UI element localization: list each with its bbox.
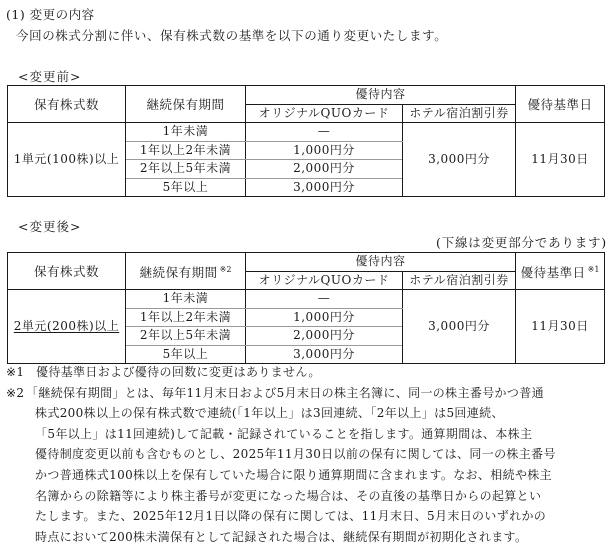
quo-cell: 3,000円分 — [246, 345, 403, 364]
table-header-row — [8, 86, 605, 105]
footnote-2-line: 時点において200株未満保有として記録された場合は、継続保有期間が初期化されます。 — [35, 529, 528, 544]
table-header-row — [8, 253, 605, 272]
header-period: 継続保有期間 — [126, 86, 246, 123]
record-date-value: 11月30日 — [516, 290, 605, 364]
header-shares: 保有株式数 — [8, 86, 126, 123]
header-shares: 保有株式数 — [8, 253, 126, 290]
header-quo: オリジナルQUOカード — [246, 271, 403, 290]
period-cell: 1年未満 — [126, 123, 246, 142]
footnote-1-mark: ※1 — [6, 365, 25, 379]
intro-text: 今回の株式分割に伴い、保有株式数の基準を以下の通り変更いたします。 — [16, 28, 448, 43]
footnote-2 — [6, 383, 611, 548]
header-quo: オリジナルQUOカード — [246, 104, 403, 123]
quo-cell: 2,000円分 — [246, 160, 403, 179]
underline-note: (下線は変更部分であります) — [436, 235, 607, 250]
hotel-value: 3,000円分 — [403, 123, 516, 197]
footnote-2-line: 優待制度変更以前も含むものとし、2025年11月30日以前の保有に関しては、同一の株主番号 — [35, 447, 556, 462]
header-benefit: 優待内容 — [246, 86, 516, 105]
period-cell: 2年以上5年未満 — [126, 327, 246, 346]
period-cell: 5年以上 — [126, 345, 246, 364]
section-title: (1) 変更の内容 — [6, 7, 95, 22]
quo-cell: 1,000円分 — [246, 308, 403, 327]
footnote-1-line: 優待基準日および優待の回数に変更はありません。 — [36, 365, 321, 379]
period-cell: 5年以上 — [126, 178, 246, 197]
footnote-2-line: たします。また、2025年12月1日以降の保有に関しては、11月末日、5月末日のいずれかの — [35, 509, 547, 524]
header-period-label: 継続保有期間 — [139, 265, 218, 280]
header-record-date: 優待基準日 — [516, 86, 605, 123]
footnote-2-line: かつ普通株式100株以上を保有していた場合に限り通算期間に含まれます。なお、相続や株主 — [35, 467, 552, 482]
footnotes — [6, 362, 611, 547]
before-label: <変更前> — [18, 69, 82, 84]
footnote-mark-2: ※2 — [219, 265, 232, 274]
footnote-2-line: 名簿からの除籍等により株主番号が変更になった場合は、その直後の基準日からの起算とい — [35, 488, 542, 503]
header-record-date-label: 優待基準日 — [520, 265, 586, 280]
after-label: <変更後> — [18, 219, 82, 234]
quo-cell: — — [246, 290, 403, 309]
shares-value: 1単元(100株)以上 — [8, 123, 126, 197]
footnote-mark-1: ※1 — [587, 265, 600, 274]
table-row — [8, 290, 605, 309]
period-cell: 1年未満 — [126, 290, 246, 309]
quo-cell: 1,000円分 — [246, 141, 403, 160]
period-cell: 2年以上5年未満 — [126, 160, 246, 179]
hotel-value: 3,000円分 — [403, 290, 516, 364]
header-period — [126, 253, 246, 290]
quo-cell: — — [246, 123, 403, 142]
footnote-1 — [6, 362, 611, 383]
header-hotel: ホテル宿泊割引券 — [403, 271, 516, 290]
header-hotel: ホテル宿泊割引券 — [403, 104, 516, 123]
header-record-date — [516, 253, 605, 290]
header-benefit: 優待内容 — [246, 253, 516, 272]
quo-cell: 2,000円分 — [246, 327, 403, 346]
period-cell: 1年以上2年未満 — [126, 141, 246, 160]
footnote-2-line: 「5年以上」は11回連続)して記載・記録されていることを指します。通算期間は、本株主 — [35, 426, 533, 441]
table-row — [8, 123, 605, 142]
footnote-2-mark: ※2 — [6, 385, 25, 400]
shares-value — [8, 290, 126, 364]
record-date-value: 11月30日 — [516, 123, 605, 197]
period-cell: 1年以上2年未満 — [126, 308, 246, 327]
shares-value-changed: 2単元(200株)以上 — [13, 319, 120, 333]
after-table — [7, 252, 605, 364]
footnote-2-line: 株式200株以上の保有株式数で連続(「1年以上」は3回連続、「2年以上」は5回連続、 — [35, 406, 504, 421]
before-table — [7, 85, 605, 197]
footnote-2-line: 「継続保有期間」とは、毎年11月末日および5月末日の株主名簿に、同一の株主番号かつ普通 — [26, 385, 544, 400]
quo-cell: 3,000円分 — [246, 178, 403, 197]
